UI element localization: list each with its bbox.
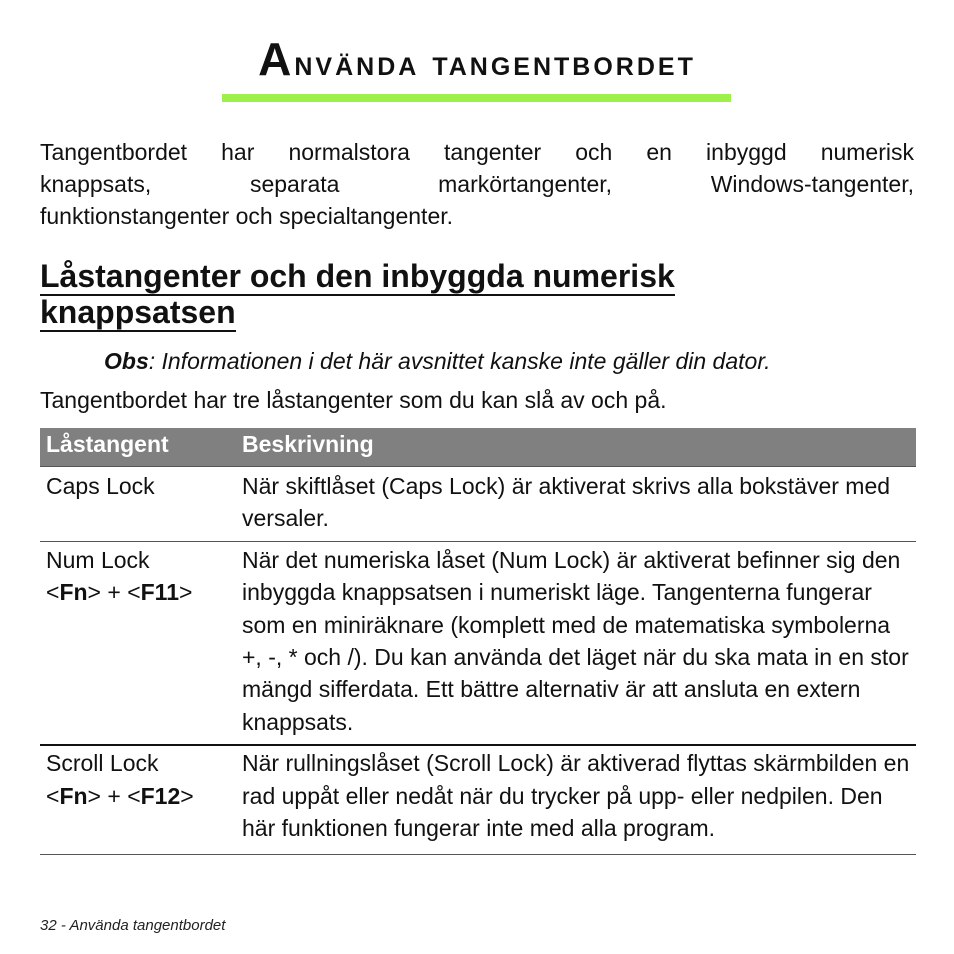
intro-line: knappsats, separata markörtangenter, Windows-tangenter, bbox=[40, 171, 914, 197]
key-name: Scroll Lock bbox=[46, 750, 159, 777]
key-combo bbox=[46, 783, 194, 809]
note bbox=[104, 346, 924, 376]
combo-key-fn: Fn bbox=[59, 782, 88, 809]
table-header-row bbox=[40, 428, 916, 467]
combo-bracket: > bbox=[179, 579, 193, 606]
key-combo bbox=[46, 579, 192, 605]
key-name: Num Lock bbox=[46, 546, 150, 573]
page-title-initial: A bbox=[258, 33, 295, 85]
page-footer: 32 - Använda tangentbordet bbox=[40, 917, 226, 934]
combo-key-fn: Fn bbox=[59, 579, 88, 606]
note-label: Obs bbox=[104, 348, 149, 374]
combo-bracket: > bbox=[180, 782, 194, 809]
description-cell: När det numeriska låset (Num Lock) är aktiverat befinner sig den inbyggda knappsatsen i numeriskt läge. Tangenterna fungerar som en miniräknare (komplett med de matematiska symbolerna +, -, * och /). Du kan använda det läget när du ska mata in en stor mängd sifferdata. Ett bättre alternativ är att ansluta en extern knappsats. bbox=[236, 541, 916, 745]
key-name: Caps Lock bbox=[46, 473, 155, 499]
key-cell bbox=[40, 745, 236, 855]
combo-bracket: < bbox=[46, 782, 60, 809]
intro-paragraph bbox=[40, 136, 914, 232]
combo-key-f12: F12 bbox=[140, 782, 181, 809]
key-cell bbox=[40, 541, 236, 745]
table-row bbox=[40, 541, 916, 745]
intro-line: funktionstangenter och specialtangenter. bbox=[40, 203, 454, 229]
description-cell: När rullningslåset (Scroll Lock) är aktiverad flyttas skärmbilden en rad uppåt eller nedåt när du trycker på upp- eller nedpilen. Den här funktionen fungerar inte med alla program. bbox=[236, 745, 916, 855]
combo-key-f11: F11 bbox=[140, 579, 179, 606]
page-title-rest: nvända tangentbordet bbox=[294, 42, 696, 83]
combo-plus: > + < bbox=[87, 579, 141, 606]
page-title bbox=[0, 32, 954, 86]
note-text: : Informationen i det här avsnittet kanske inte gäller din dator. bbox=[148, 348, 771, 374]
section-heading-line: Låstangenter och den inbyggda numerisk bbox=[40, 258, 675, 294]
section-heading-line: knappsatsen bbox=[40, 294, 236, 330]
title-underline-bar bbox=[222, 94, 731, 102]
lock-keys-table bbox=[40, 428, 916, 855]
combo-plus: > + < bbox=[87, 782, 141, 809]
column-header-key: Låstangent bbox=[40, 428, 236, 467]
description-cell: När skiftlåset (Caps Lock) är aktiverat skrivs alla bokstäver med versaler. bbox=[236, 467, 916, 542]
table-row bbox=[40, 467, 916, 542]
combo-bracket: < bbox=[46, 579, 60, 606]
table-row bbox=[40, 745, 916, 855]
column-header-description: Beskrivning bbox=[236, 428, 916, 467]
intro-line: Tangentbordet har normalstora tangenter och en inbyggd numerisk bbox=[40, 139, 914, 165]
section-heading bbox=[40, 258, 780, 330]
lead-paragraph: Tangentbordet har tre låstangenter som du kan slå av och på. bbox=[40, 387, 667, 413]
key-cell bbox=[40, 467, 236, 542]
